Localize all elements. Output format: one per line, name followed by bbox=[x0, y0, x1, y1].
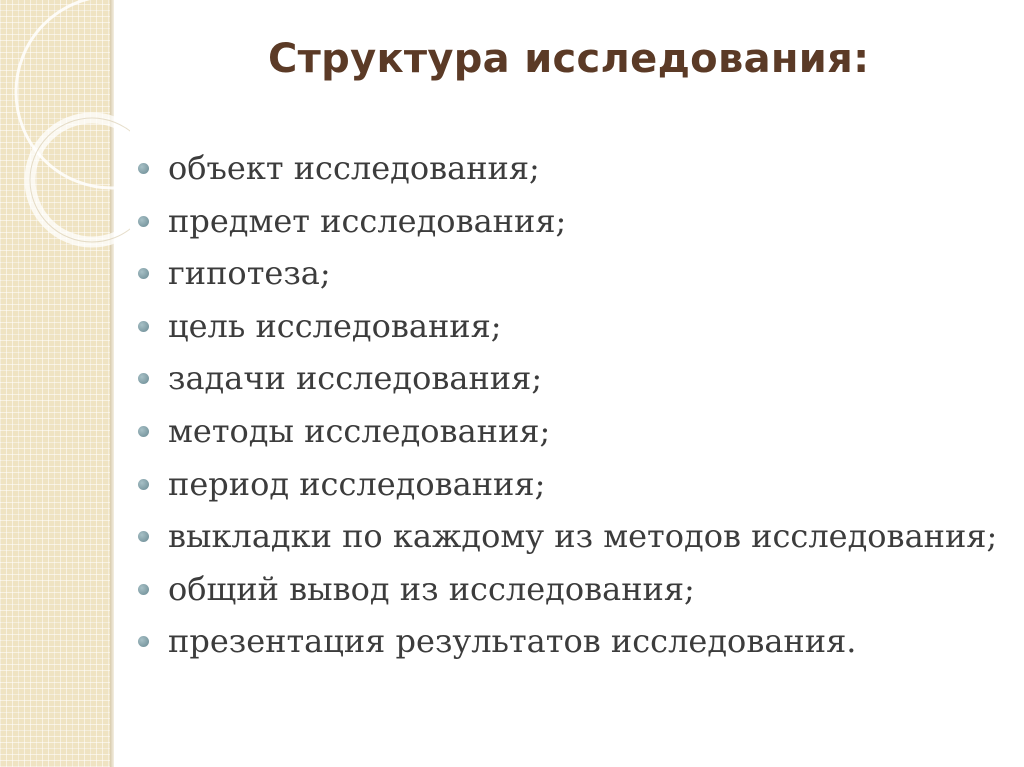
list-item bbox=[134, 148, 1004, 188]
list-item bbox=[134, 516, 1004, 556]
list-item bbox=[134, 201, 1004, 241]
list-item-text: задачи исследования; bbox=[168, 359, 543, 398]
bullet-icon bbox=[138, 163, 149, 174]
list-item bbox=[134, 569, 1004, 609]
bullet-icon bbox=[138, 216, 149, 227]
list-item-text: объект исследования; bbox=[168, 149, 540, 187]
list-item-text: гипотеза; bbox=[168, 254, 331, 293]
list-item-text: выкладки по каждому из методов исследования; bbox=[168, 517, 998, 556]
list-item bbox=[134, 253, 1004, 293]
list-item bbox=[134, 358, 1004, 398]
list-item-text: цель исследования; bbox=[168, 306, 502, 345]
list-item-text: методы исследования; bbox=[168, 411, 551, 450]
bullet-list bbox=[134, 148, 1004, 674]
list-item-text: общий вывод из исследования; bbox=[168, 569, 695, 608]
bullet-icon bbox=[138, 268, 149, 279]
list-item bbox=[134, 306, 1004, 346]
list-item-text: предмет исследования; bbox=[168, 201, 567, 240]
list-item bbox=[134, 411, 1004, 451]
bullet-icon bbox=[138, 321, 149, 332]
decorative-rings bbox=[0, 0, 130, 260]
list-item bbox=[134, 621, 1004, 661]
bullet-icon bbox=[138, 373, 149, 384]
slide-title: Структура исследования: bbox=[268, 36, 870, 82]
list-item-text: период исследования; bbox=[168, 464, 546, 503]
bullet-icon bbox=[138, 479, 149, 490]
bullet-icon bbox=[138, 531, 149, 542]
list-item-text: презентация результатов исследования. bbox=[168, 622, 857, 661]
bullet-icon bbox=[138, 426, 149, 437]
bullet-icon bbox=[138, 636, 149, 647]
list-item bbox=[134, 464, 1004, 504]
decorative-ring-small bbox=[30, 118, 130, 242]
bullet-icon bbox=[138, 584, 149, 595]
